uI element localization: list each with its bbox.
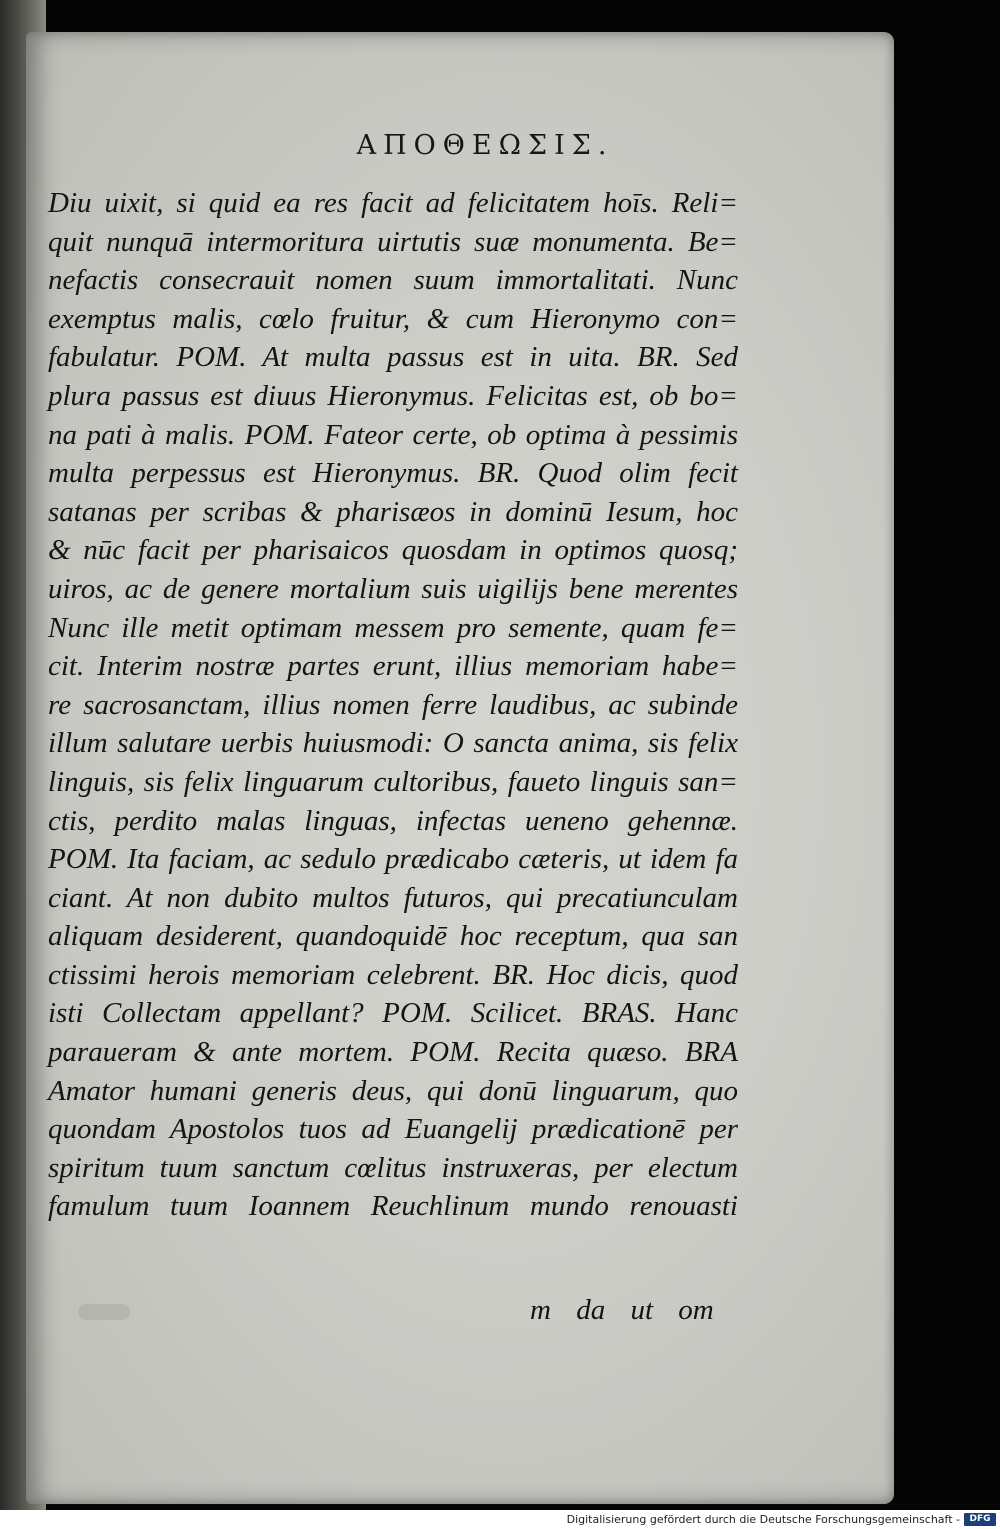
signature-mark-smudge — [78, 1304, 130, 1320]
text-line: spiritum tuum sanctum cœlitus instruxeras, per electum — [48, 1151, 738, 1184]
text-line: ctis, perdito malas linguas, infectas ueneno gehennæ. — [48, 804, 738, 837]
text-line: plura passus est diuus Hieronymus. Felicitas est, ob bo= — [48, 379, 738, 412]
text-line: na pati à malis. POM. Fateor certe, ob optima à pessimis — [48, 418, 738, 451]
text-line: quit nunquā intermoritura uirtutis suæ monumenta. Be= — [48, 225, 738, 258]
text-line: multa perpessus est Hieronymus. BR. Quod olim fecit — [48, 457, 738, 490]
text-line: famulum tuum Ioannem Reuchlinum mundo renouasti — [48, 1190, 738, 1223]
catchword: m da ut om — [530, 1294, 714, 1326]
text-line: cit. Interim nostræ partes erunt, illius memoriam habe= — [48, 650, 738, 683]
running-head: ΑΠΟΘΕΩΣΙΣ. — [356, 130, 614, 161]
dfg-logo-icon: DFG — [964, 1513, 996, 1526]
text-line: re sacrosanctam, illius nomen ferre laudibus, ac subinde — [48, 688, 738, 721]
text-line: linguis, sis felix linguarum cultoribus, faueto linguis san= — [48, 765, 738, 798]
text-line: isti Collectam appellant? POM. Scilicet. BRAS. Hanc — [48, 997, 738, 1030]
text-line: ciant. At non dubito multos futuros, qui precatiunculam — [48, 881, 738, 914]
text-line: & nūc facit per pharisaicos quosdam in optimos quosq; — [48, 534, 738, 567]
text-line: paraueram & ante mortem. POM. Recita quæso. BRA — [48, 1036, 738, 1069]
text-line: Diu uixit, si quid ea res facit ad felicitatem hoīs. Reli= — [48, 187, 738, 219]
text-line: uiros, ac de genere mortalium suis uigilijs bene merentes — [48, 572, 738, 605]
footer-bar — [0, 1510, 1000, 1529]
text-line: fabulatur. POM. At multa passus est in uita. BR. Sed — [48, 341, 738, 374]
text-block — [48, 184, 738, 1226]
text-line: exemptus malis, cœlo fruitur, & cum Hieronymo con= — [48, 302, 738, 335]
book-page — [26, 32, 894, 1504]
text-line: Amator humani generis deus, qui donū linguarum, quo — [48, 1074, 738, 1107]
text-line: Nunc ille metit optimam messem pro semente, quam fe= — [48, 611, 738, 644]
text-line: satanas per scribas & pharisæos in dominū Iesum, hoc — [48, 495, 738, 528]
text-line: POM. Ita faciam, ac sedulo prædicabo cæteris, ut idem fa — [48, 843, 738, 876]
text-line: illum salutare uerbis huiusmodi: O sancta anima, sis felix — [48, 727, 738, 760]
text-line: nefactis consecrauit nomen suum immortalitati. Nunc — [48, 264, 738, 297]
funding-credit: Digitalisierung gefördert durch die Deutsche Forschungsgemeinschaft - — [566, 1513, 960, 1526]
text-line: quondam Apostolos tuos ad Euangelij prædicationē per — [48, 1113, 738, 1146]
text-line: aliquam desiderent, quandoquidē hoc receptum, qua san — [48, 920, 738, 953]
text-line: ctissimi herois memoriam celebrent. BR. Hoc dicis, quod — [48, 958, 738, 991]
